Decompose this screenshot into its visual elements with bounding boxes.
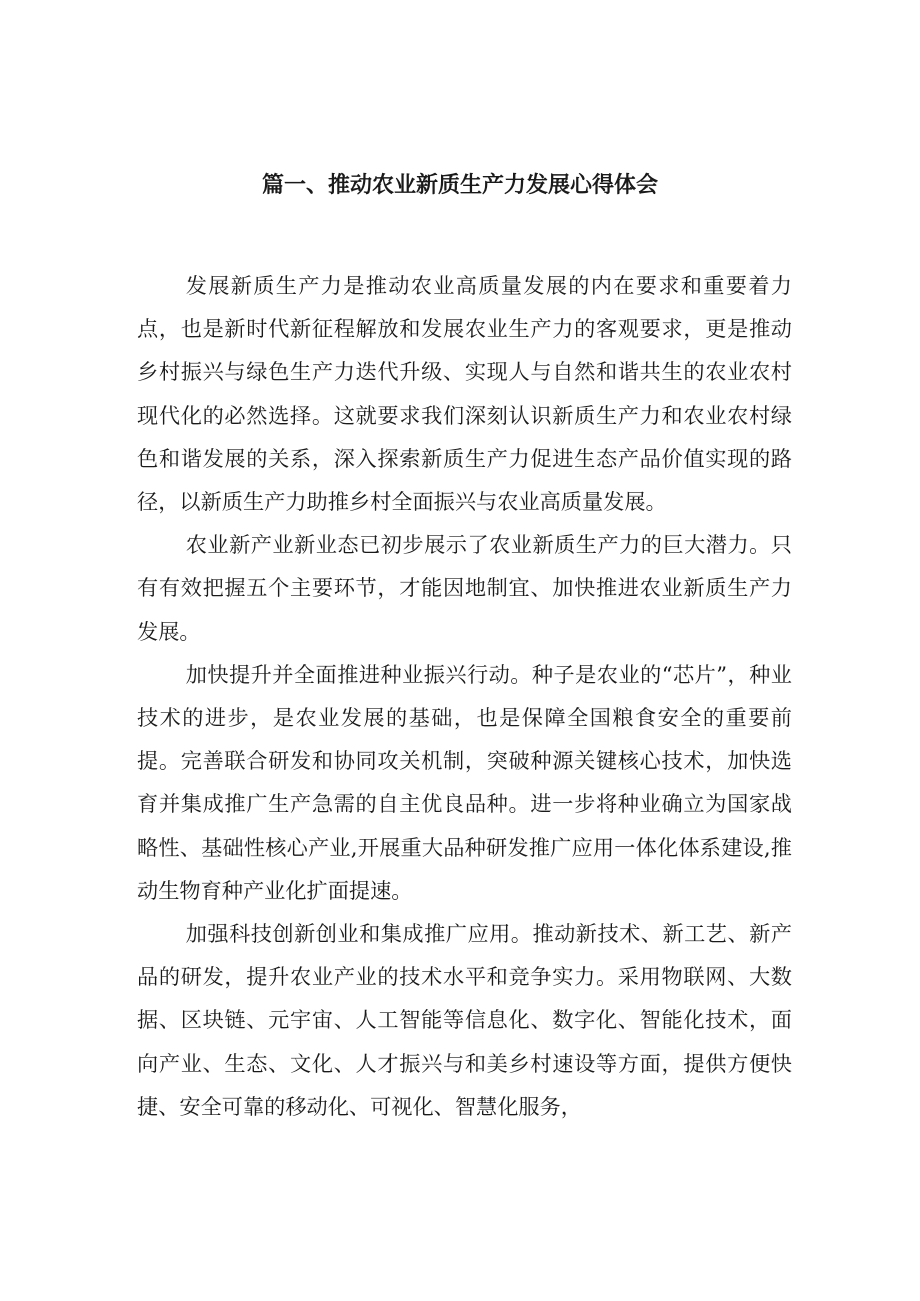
- paragraph-4: 加强科技创新创业和集成推广应用。推动新技术、新工艺、新产品的研发，提升农业产业的技术水平和竞争实力。采用物联网、大数据、区块链、元宇宙、人工智能等信息化、数字化、智能化技术，面向产业、生态、文化、人才振兴与和美乡村速设等方面，提供方便快捷、安全可靠的移动化、可视化、智慧化服务，: [137, 921, 792, 1119]
- paragraph-1: 发展新质生产力是推动农业高质量发展的内在要求和重要着力点，也是新时代新征程解放和发展农业生产力的客观要求，更是推动乡村振兴与绿色生产力迭代升级、实现人与自然和谐共生的农业农村现代化的必然选择。这就要求我们深刻认识新质生产力和农业农村绿色和谐发展的关系，深入探索新质生产力促进生态产品价值实现的路径，以新质生产力助推乡村全面振兴与农业高质量发展。: [137, 273, 792, 515]
- paragraph-3: 加快提升并全面推进种业振兴行动。种子是农业的“芯片”，种业技术的进步，是农业发展的基础，也是保障全国粮食安全的重要前提。完善联合研发和协同攻关机制，突破种源关键核心技术，加快选育并集成推广生产急需的自主优良品种。进一步将种业确立为国家战略性、基础性核心产业,开展重大品种研发推广应用一体化体系建设,推动生物育种产业化扩面提速。: [137, 661, 792, 903]
- document-body: [137, 264, 792, 1128]
- paragraph-2: 农业新产业新业态已初步展示了农业新质生产力的巨大潜力。只有有效把握五个主要环节，才能因地制宜、加快推进农业新质生产力发展。: [137, 532, 792, 644]
- document-title: 篇一、推动农业新质生产力发展心得体会: [261, 173, 658, 198]
